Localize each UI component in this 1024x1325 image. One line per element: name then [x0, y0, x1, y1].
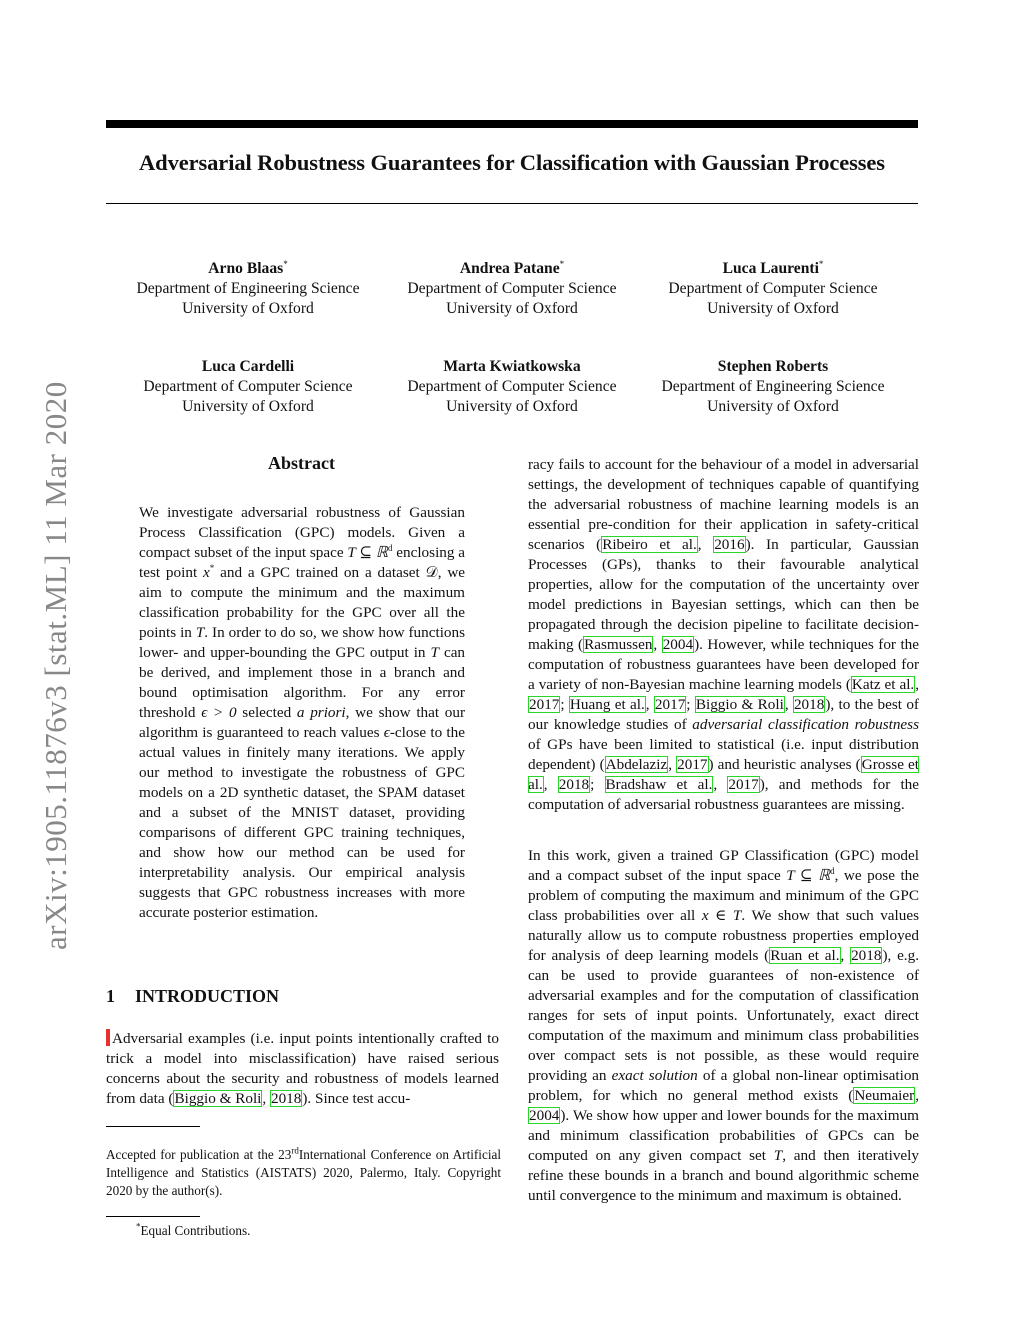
paper-title: Adversarial Robustness Guarantees for Classification with Gaussian Processes	[139, 150, 885, 175]
intro-paragraph-left: Adversarial examples (i.e. input points intentionally crafted to trick a model into misclassification) have raised serious concerns about the security and robustness of models learned from data (Biggio & Roli, 2018). Since test accu-	[106, 1030, 499, 1107]
citation-link[interactable]: Bradshaw et al.	[605, 776, 713, 793]
author-university: University of Oxford	[446, 300, 578, 317]
citation-link[interactable]: Rasmussen	[584, 636, 653, 653]
citation-link[interactable]: 2018	[851, 947, 882, 964]
equal-contribution-mark: *	[283, 258, 288, 269]
title-top-rule	[106, 120, 918, 128]
intro-paragraph-right-1: racy fails to account for the behaviour of a model in adversarial settings, the development of techniques capable of quantifying the adversarial robustness of machine learning models is an essential pre-condition for their application in safety-critical scenarios (Ribeiro et al., 2016). In particular, Gaussian Processes (GPs), thanks to their favourable analytical properties, allow for the computation of the uncertainty over model predictions in Bayesian settings, which can then be propagated through the decision pipeline to facilitate decision-making (Rasmussen, 2004). However, while techniques for the computation of robustness guarantees have been developed for a variety of non-Bayesian machine learning models (Katz et al., 2017; Huang et al., 2017; Biggio & Roli, 2018), to the best of our knowledge studies of adversarial classification robustness of GPs have been limited to statistical (i.e. input distribution dependent) (Abdelaziz, 2017) and heuristic analyses (Grosse et al., 2018; Bradshaw et al., 2017), and methods for the computation of adversarial robustness guarantees are missing.	[528, 456, 920, 813]
author-block	[98, 357, 398, 417]
author-name: Arno Blaas	[208, 260, 284, 277]
author-block	[623, 357, 923, 417]
author-university: University of Oxford	[446, 398, 578, 415]
footnote-publication: Accepted for publication at the 23rdInternational Conference on Artificial Intelligence and Statistics (AISTATS) 2020, Palermo, Italy. Copyright 2020 by the author(s).	[106, 1145, 501, 1198]
author-department: Department of Computer Science	[143, 378, 353, 395]
author-department: Department of Engineering Science	[661, 378, 885, 395]
author-department: Department of Computer Science	[668, 280, 878, 297]
citation-link[interactable]: Katz et al.	[851, 676, 915, 693]
footnote-rule	[106, 1126, 200, 1127]
section-heading	[106, 986, 279, 1007]
footnote-equal-contributions: *Equal Contributions.	[136, 1221, 251, 1238]
author-department: Department of Computer Science	[407, 378, 617, 395]
citation-link[interactable]: 2018	[558, 776, 590, 793]
author-name: Marta Kwiatkowska	[443, 358, 581, 375]
citation-link[interactable]: Biggio & Roli	[695, 696, 784, 713]
citation-link[interactable]: Neumaier	[854, 1087, 915, 1104]
author-university: University of Oxford	[707, 300, 839, 317]
title-bottom-rule	[106, 203, 918, 204]
citation-link[interactable]: 2017	[529, 696, 560, 713]
citation-link[interactable]: 2004	[662, 636, 694, 653]
author-name: Andrea Patane	[459, 260, 560, 277]
author-university: University of Oxford	[707, 398, 839, 415]
equal-contribution-mark: *	[818, 258, 824, 269]
author-department: Department of Computer Science	[407, 280, 617, 297]
citation-link[interactable]: 2016	[714, 536, 745, 553]
author-name: Luca Cardelli	[201, 358, 295, 375]
author-name: Stephen Roberts	[717, 358, 829, 375]
citation-link[interactable]: Ruan et al.	[770, 947, 840, 964]
citation-link[interactable]: 2017	[654, 696, 686, 713]
citation-link[interactable]: Huang et al.	[569, 696, 645, 713]
author-university: University of Oxford	[182, 398, 314, 415]
citation-link[interactable]: 2017	[728, 776, 759, 793]
author-name: Luca Laurenti	[722, 260, 819, 277]
section-number: 1	[106, 986, 115, 1006]
intro-paragraph-right-2: In this work, given a trained GP Classification (GPC) model and a compact subset of the input space T ⊆ ℝ$^d$, we pose the problem of computing the maximum and minimum of the GPC class probabilities over all x ∈ T. We show that such values naturally allow us to compute robustness properties employed for analysis of deep learning models (Ruan et al., 2018), e.g. can be used to provide guarantees of non-existence of adversarial examples and for the computation of classification ranges for sets of input points. Unfortunately, exact direct computation of the maximum and minimum class probabilities over compact sets is not possible, as these would require providing an exact solution of a global non-linear optimisation problem, for which no general method exists (Neumaier, 2004). We show how upper and lower bounds for the maximum and minimum classification probabilities of GPCs can be computed on any given compact set T, and then iteratively refine these bounds in a branch and bound algorithmic scheme until convergence to the minimum and maximum is obtained.	[528, 847, 920, 1204]
author-block	[98, 259, 398, 319]
citation-link[interactable]: 2004	[529, 1107, 560, 1124]
citation-link[interactable]: 2017	[677, 756, 708, 773]
citation-link[interactable]: Grosse et al.	[528, 756, 920, 793]
abstract-body: We investigate adversarial robustness of Gaussian Process Classification (GPC) models. Given a compact subset of the input space T ⊆ ℝ$^d$ enclosing a test point x* and a GPC trained on a dataset 𝒟, we aim to compute the minimum and the maximum classification probability for the GPC over all the points in T. In order to do so, we show how functions lower- and upper-bounding the GPC output in T can be derived, and implement those in a branch and bound optimisation algorithm. For any error threshold ϵ > 0 selected a priori, we show that our algorithm is guaranteed to reach values ϵ-close to the actual values in finitely many iterations. We apply our method to investigate the robustness of GPC models on a 2D synthetic dataset, the SPAM dataset and a subset of the MNIST dataset, providing comparisons of different GPC training techniques, and show how our method can be used for interpretability analysis. Our empirical analysis suggests that GPC robustness increases with more accurate posterior estimation.	[139, 504, 466, 921]
citation-link[interactable]: Ribeiro et al.	[602, 536, 697, 553]
citation-link[interactable]: Abdelaziz	[605, 756, 668, 773]
citation-link[interactable]: 2018	[270, 1090, 302, 1107]
author-department: Department of Engineering Science	[136, 280, 360, 297]
author-university: University of Oxford	[182, 300, 314, 317]
author-block	[362, 357, 662, 417]
author-block	[623, 259, 923, 319]
footnote-rule	[106, 1216, 200, 1217]
citation-link[interactable]: Biggio & Roli	[174, 1090, 262, 1107]
citation-link[interactable]: 2018	[793, 696, 825, 713]
equal-contribution-mark: *	[559, 258, 565, 269]
change-marker	[106, 1029, 110, 1046]
arxiv-identifier[interactable]: arXiv:1905.11876v3 [stat.ML] 11 Mar 2020	[38, 381, 73, 950]
author-block	[362, 259, 662, 319]
section-title: INTRODUCTION	[135, 986, 280, 1006]
abstract-heading: Abstract	[268, 453, 335, 473]
arxiv-sidebar	[36, 0, 72, 1325]
